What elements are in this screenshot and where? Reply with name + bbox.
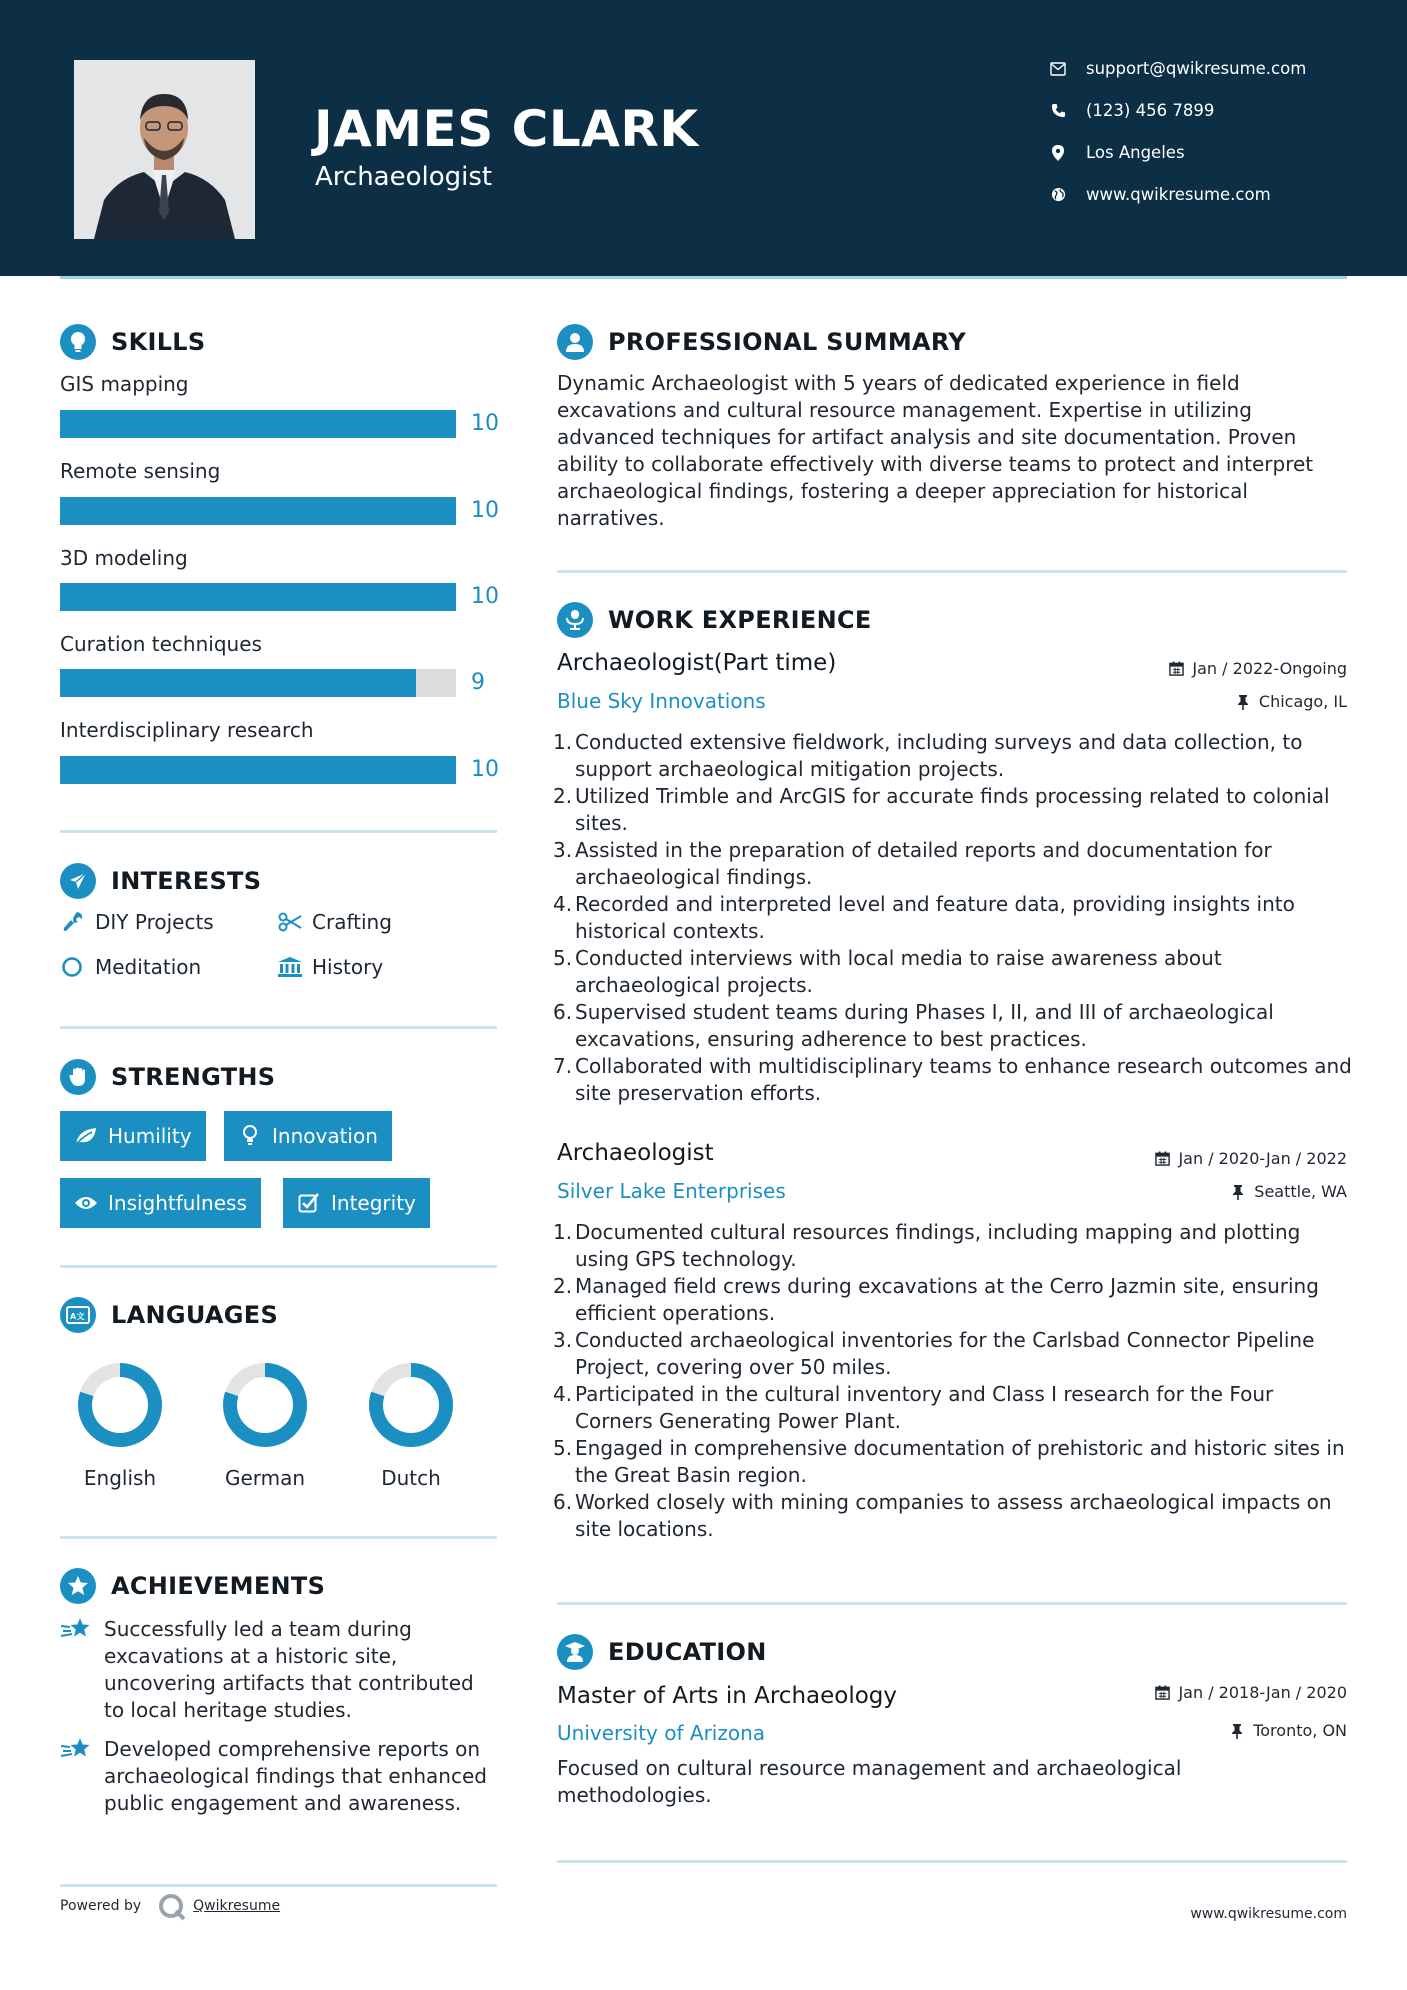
shooting-star-icon xyxy=(60,1616,92,1644)
skill-bar-fill xyxy=(60,497,456,525)
calendar-icon xyxy=(1154,1151,1170,1167)
language-ring xyxy=(77,1362,163,1448)
job-location: Chicago, IL xyxy=(1235,692,1347,711)
skill-bar-fill xyxy=(60,669,416,697)
section-divider xyxy=(557,1602,1347,1605)
job-date: Jan / 2022-Ongoing xyxy=(1168,659,1347,678)
languages-section-title: A文 LANGUAGES xyxy=(60,1297,278,1333)
summary-text: Dynamic Archaeologist with 5 years of dedicated experience in field excavations and cultural resource management. Expertise in utilizing advanced techniques for artifact analysis and site documentation. Proven ability to collaborate effectively with diverse teams to protect and interpret archaeological findings, fostering a deeper appreciation for historical narratives. xyxy=(557,371,1314,530)
phone-icon xyxy=(1050,103,1066,119)
job-bullet xyxy=(553,1219,1355,1273)
job-title: Archaeologist(Part time) xyxy=(557,650,837,676)
resume-header xyxy=(0,0,1407,276)
bullet-number: 6. xyxy=(553,1490,573,1514)
job-bullet xyxy=(553,1273,1355,1327)
job-responsibilities xyxy=(553,729,1355,1107)
header-divider xyxy=(60,276,1347,279)
bullet-text: Worked closely with mining companies to assess archaeological impacts on site locations. xyxy=(575,1490,1332,1541)
contact-email-text: support@qwikresume.com xyxy=(1086,59,1307,78)
strength-tag: Insightfulness xyxy=(60,1178,261,1228)
education-location: Toronto, ON xyxy=(1229,1721,1347,1740)
skill-bar-fill xyxy=(60,756,456,784)
job-location: Seattle, WA xyxy=(1230,1182,1347,1201)
job-company: Silver Lake Enterprises xyxy=(557,1179,786,1203)
strengths-section-title: STRENGTHS xyxy=(60,1059,275,1095)
podium-icon xyxy=(557,602,593,638)
envelope-icon xyxy=(1050,61,1066,77)
interest-item: DIY Projects xyxy=(60,910,214,934)
skill-bar xyxy=(60,756,456,784)
interest-item: History xyxy=(277,955,383,979)
skill-label: 3D modeling xyxy=(60,546,188,570)
section-divider xyxy=(557,570,1347,573)
calendar-icon xyxy=(1154,1685,1170,1701)
bullet-number: 4. xyxy=(553,892,573,916)
skill-label: Curation techniques xyxy=(60,632,262,656)
section-divider xyxy=(60,1884,497,1887)
star-icon xyxy=(60,1568,96,1604)
job-bullet xyxy=(553,1381,1355,1435)
skill-value: 10 xyxy=(471,498,499,523)
paper-plane-icon xyxy=(60,863,96,899)
bullet-number: 2. xyxy=(553,1274,573,1298)
lightbulb-icon xyxy=(238,1125,262,1147)
user-icon xyxy=(557,324,593,360)
strength-tag: Innovation xyxy=(224,1111,392,1161)
job-bullet xyxy=(553,783,1355,837)
bullet-number: 5. xyxy=(553,1436,573,1460)
language-icon xyxy=(60,1297,96,1333)
contact-location-text: Los Angeles xyxy=(1086,143,1185,162)
skill-label: Remote sensing xyxy=(60,459,221,483)
skill-value: 9 xyxy=(471,670,485,695)
bullet-number: 5. xyxy=(553,946,573,970)
qwikresume-logo-icon xyxy=(157,1892,187,1922)
language-name: English xyxy=(83,1466,157,1490)
contact-phone-text: (123) 456 7899 xyxy=(1086,101,1215,120)
pushpin-icon xyxy=(1230,1184,1246,1200)
bullet-text: Managed field crews during excavations at the Cerro Jazmin site, ensuring efficient operations. xyxy=(575,1274,1319,1325)
circle-icon xyxy=(60,955,86,979)
calendar-icon xyxy=(1168,661,1184,677)
leaf-icon xyxy=(74,1125,98,1147)
bullet-number: 1. xyxy=(553,1220,573,1244)
footer-brand-link[interactable]: Qwikresume xyxy=(193,1898,281,1914)
wrench-icon xyxy=(60,910,86,934)
hand-icon xyxy=(60,1059,96,1095)
skill-bar-fill xyxy=(60,410,456,438)
candidate-role: Archaeologist xyxy=(315,162,493,192)
job-title: Archaeologist xyxy=(557,1140,714,1166)
skill-value: 10 xyxy=(471,411,499,436)
strength-tag: Humility xyxy=(60,1111,206,1161)
check-square-icon xyxy=(297,1192,321,1214)
job-bullet xyxy=(553,1053,1355,1107)
job-bullet xyxy=(553,999,1355,1053)
education-description: Focused on cultural resource management and archaeological methodologies. xyxy=(557,1756,1182,1807)
globe-icon xyxy=(1050,187,1066,203)
job-date: Jan / 2020-Jan / 2022 xyxy=(1154,1149,1347,1168)
svg-text:A文: A文 xyxy=(70,1312,85,1321)
bullet-text: Engaged in comprehensive documentation of prehistoric and historic sites in the Great Basin region. xyxy=(575,1436,1345,1487)
skills-section-title: SKILLS xyxy=(60,324,205,360)
job-company: Blue Sky Innovations xyxy=(557,689,766,713)
job-bullet xyxy=(553,837,1355,891)
skill-label: Interdisciplinary research xyxy=(60,718,314,742)
bullet-number: 1. xyxy=(553,730,573,754)
bullet-text: Recorded and interpreted level and feature data, providing insights into historical contexts. xyxy=(575,892,1295,943)
education-degree: Master of Arts in Archaeology xyxy=(557,1683,898,1709)
skill-bar xyxy=(60,583,456,611)
education-date: Jan / 2018-Jan / 2020 xyxy=(1154,1683,1347,1702)
job-responsibilities xyxy=(553,1219,1355,1543)
bullet-number: 7. xyxy=(553,1054,573,1078)
interest-item: Crafting xyxy=(277,910,392,934)
language-name: German xyxy=(224,1466,306,1490)
contact-location xyxy=(1050,143,1185,162)
eye-icon xyxy=(74,1192,98,1214)
scissors-icon xyxy=(277,910,303,934)
section-divider xyxy=(60,1536,497,1539)
achievements-section-title: ACHIEVEMENTS xyxy=(60,1568,325,1604)
achievement-item: Successfully led a team during excavations at a historic site, uncovering artifacts that contributed to local heritage studies. xyxy=(60,1616,500,1724)
job-bullet xyxy=(553,1435,1355,1489)
section-divider xyxy=(60,830,497,833)
bullet-text: Assisted in the preparation of detailed reports and documentation for archaeological findings. xyxy=(575,838,1272,889)
education-section-title: EDUCATION xyxy=(557,1634,767,1670)
contact-website-text: www.qwikresume.com xyxy=(1086,185,1271,204)
profile-photo xyxy=(74,60,255,239)
summary-section-title: PROFESSIONAL SUMMARY xyxy=(557,324,966,360)
bullet-number: 4. xyxy=(553,1382,573,1406)
language-name: Dutch xyxy=(381,1466,441,1490)
bullet-text: Collaborated with multidisciplinary teams to enhance research outcomes and site preservation efforts. xyxy=(575,1054,1352,1105)
interests-section-title: INTERESTS xyxy=(60,863,261,899)
bullet-text: Conducted extensive fieldwork, including surveys and data collection, to support archaeological mitigation projects. xyxy=(575,730,1303,781)
bullet-text: Documented cultural resources findings, including mapping and plotting using GPS technology. xyxy=(575,1220,1301,1271)
job-bullet xyxy=(553,945,1355,999)
bullet-number: 3. xyxy=(553,838,573,862)
interest-item: Meditation xyxy=(60,955,201,979)
strength-tag: Integrity xyxy=(283,1178,430,1228)
bank-icon xyxy=(277,955,303,979)
experience-section-title: WORK EXPERIENCE xyxy=(557,602,872,638)
skill-value: 10 xyxy=(471,584,499,609)
graduate-icon xyxy=(557,1634,593,1670)
bullet-text: Conducted interviews with local media to raise awareness about archaeological projects. xyxy=(575,946,1222,997)
skill-bar-fill xyxy=(60,583,456,611)
section-divider xyxy=(60,1026,497,1029)
job-bullet xyxy=(553,1489,1355,1543)
bullet-number: 2. xyxy=(553,784,573,808)
skill-bar xyxy=(60,410,456,438)
section-divider xyxy=(557,1860,1347,1863)
skill-value: 10 xyxy=(471,757,499,782)
job-bullet xyxy=(553,891,1355,945)
education-school: University of Arizona xyxy=(557,1721,766,1745)
language-ring xyxy=(222,1362,308,1448)
pushpin-icon xyxy=(1229,1723,1245,1739)
bullet-text: Conducted archaeological inventories for the Carlsbad Connector Pipeline Project, covering over 50 miles. xyxy=(575,1328,1315,1379)
job-bullet xyxy=(553,1327,1355,1381)
skill-bar xyxy=(60,669,456,697)
job-bullet xyxy=(553,729,1355,783)
bullet-text: Utilized Trimble and ArcGIS for accurate finds processing related to colonial sites. xyxy=(575,784,1330,835)
map-pin-icon xyxy=(1050,145,1066,161)
language-ring xyxy=(368,1362,454,1448)
skill-label: GIS mapping xyxy=(60,372,189,396)
bullet-text: Supervised student teams during Phases I, II, and III of archaeological excavations, ensuring adherence to best practices. xyxy=(575,1000,1274,1051)
contact-phone[interactable] xyxy=(1050,101,1214,120)
shooting-star-icon xyxy=(60,1736,92,1764)
skill-bar xyxy=(60,497,456,525)
contact-email[interactable] xyxy=(1050,59,1306,78)
pushpin-icon xyxy=(1235,694,1251,710)
bullet-number: 6. xyxy=(553,1000,573,1024)
achievement-item: Developed comprehensive reports on archaeological findings that enhanced public engagement and awareness. xyxy=(60,1736,500,1817)
candidate-name: JAMES CLARK xyxy=(314,100,699,158)
footer-powered-by: Powered by Qwikresume xyxy=(60,1898,280,1914)
lightbulb-icon xyxy=(60,324,96,360)
bullet-text: Participated in the cultural inventory and Class I research for the Four Corners Generating Power Plant. xyxy=(575,1382,1274,1433)
footer-website[interactable]: www.qwikresume.com xyxy=(1190,1906,1347,1922)
contact-website[interactable] xyxy=(1050,185,1271,204)
bullet-number: 3. xyxy=(553,1328,573,1352)
section-divider xyxy=(60,1265,497,1268)
